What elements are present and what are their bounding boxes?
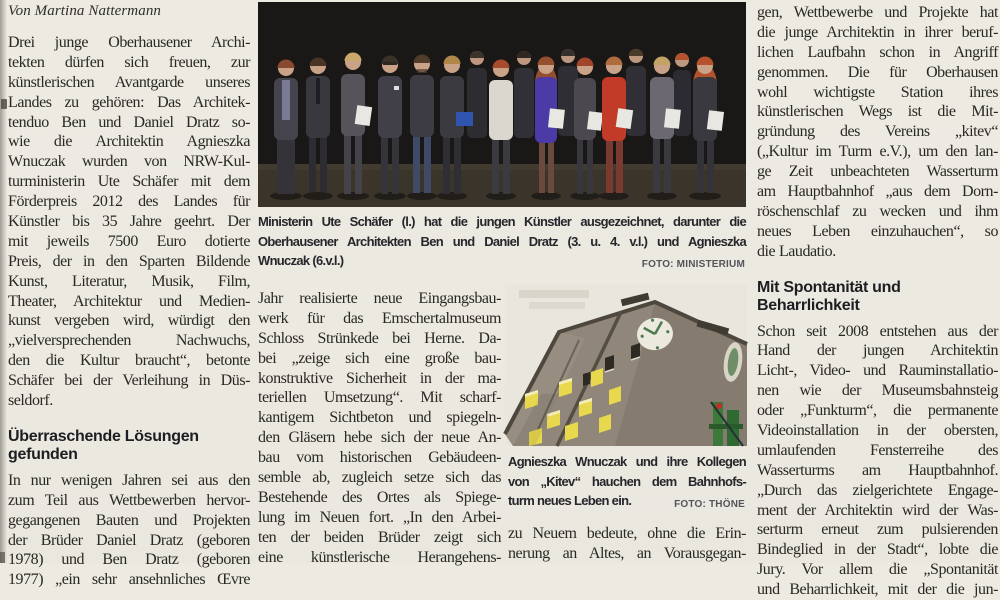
- text-line: konstruktive Sicherheit in der ma-: [258, 369, 501, 387]
- text-line: den die Kultur braucht“, betonte: [8, 352, 250, 370]
- caption-line: Agnieszka Wnuczak und ihre Kollegen: [508, 454, 746, 469]
- water-tower-photo: [505, 284, 747, 446]
- paragraph: [8, 471, 250, 590]
- text-line: Bindeglied in der Stadt“, lobte die: [757, 541, 998, 559]
- text-line: die Laudatio.: [757, 242, 836, 260]
- text-line: Theater, Architektur und Medien-: [8, 292, 250, 310]
- text-line: und Beharrlichkeit, mit der die jun-: [757, 581, 998, 599]
- paragraph: [258, 289, 501, 567]
- tower-photo-illustration: [505, 284, 747, 446]
- caption-line: Wnuczak (6.v.l.): [258, 253, 344, 268]
- text-line: tenduo Ben und Daniel Dratz so-: [8, 113, 250, 131]
- text-line: kunst vergeben wird, würdigt den: [8, 312, 250, 330]
- text-line: röschenschlaf zu wecken und ihm: [757, 202, 998, 220]
- article-column-below-photo: [508, 524, 746, 563]
- photo-credit: FOTO: MINISTERIUM: [641, 259, 745, 270]
- text-line: Schloss Strünkede bei Herne. Da-: [258, 329, 501, 347]
- text-line: „Durch das zielgerichtete Engage-: [757, 481, 998, 499]
- text-line: turministerin Ute Schäfer mit dem: [8, 173, 250, 191]
- text-line: „vielversprechenden Nachwuchs,: [8, 332, 250, 350]
- text-line: ten der beiden Brüder zeigt sich: [258, 528, 501, 546]
- byline: Von Martina Nattermann: [8, 3, 162, 19]
- text-line: gegangenen Bauten und Projekten: [8, 511, 250, 529]
- text-line: Schon seit 2008 entstehen aus der: [757, 322, 998, 340]
- text-line: der Brüder Daniel Dratz (geboren: [8, 531, 250, 549]
- article-column-middle: [258, 289, 501, 566]
- text-line: ment der Architektin wird der Was-: [757, 501, 998, 519]
- text-line: („Kultur im Turm e.V.), um den lan-: [757, 143, 998, 161]
- text-line: Landes zu gehören: Das Architek-: [8, 93, 250, 111]
- scan-edge-shadow: [0, 0, 7, 563]
- caption-line: Oberhausener Architekten Ben und Daniel Dratz (3. u. 4. v.l.) und Agnieszka: [258, 233, 746, 249]
- text-line: seldorf.: [8, 392, 53, 410]
- group-photo-illustration: [258, 2, 746, 207]
- text-line: Videoinstallation in der obersten,: [757, 422, 998, 440]
- text-line: semble ab, zugleich setze sich das: [258, 469, 501, 487]
- text-line: wohl wichtigste Station ihres: [757, 83, 998, 101]
- caption-line: Ministerin Ute Schäfer (l.) hat die jungen Künstler ausgezeichnet, darunter die: [258, 214, 746, 229]
- text-line: künstlerischen Wegs ist die Mit-: [757, 103, 998, 121]
- text-line: Preis, der in den Sparten Bildende: [8, 252, 250, 270]
- text-line: wie die Architektin Agnieszka: [8, 133, 250, 151]
- section-heading: Überraschende Lösungen gefunden: [8, 427, 199, 463]
- text-line: Licht-, Video- und Rauminstallatio-: [757, 362, 998, 380]
- text-line: genommen. Die für Oberhausen: [757, 63, 998, 81]
- text-line: 1978) und Ben Dratz (geboren: [8, 551, 250, 569]
- text-line: lichen Laufbahn schon in Angriff: [757, 43, 998, 61]
- text-line: den Gläsern hebe sich der neue An-: [258, 429, 501, 447]
- text-line: werk für das Emschertalmuseum: [258, 309, 501, 327]
- caption-line: turm neues Leben ein.: [508, 493, 632, 508]
- photo-credit: FOTO: THÖNE: [674, 499, 745, 510]
- article-column-left: [8, 3, 250, 589]
- text-line: Hand der jungen Architektin: [757, 342, 998, 360]
- paragraph: [757, 3, 998, 262]
- scan-artifact: [0, 552, 5, 563]
- text-line: zu Neuem bedeute, ohne die Erin-: [508, 525, 746, 542]
- text-line: neues Leben einzuhauchen“, so: [757, 222, 998, 240]
- section-heading: Mit Spontanität und Beharrlichkeit: [757, 278, 901, 314]
- text-line: nen wie der Museumsbahnsteig: [757, 382, 998, 400]
- text-line: Förderpreis 2012 des Landes für: [8, 193, 250, 211]
- text-line: die junge Architektin in ihrer beruf-: [757, 23, 998, 41]
- text-line: tekten dürfen sich freuen, zur: [8, 53, 250, 71]
- scan-artifact: [1, 99, 7, 109]
- text-line: bau vom historischen Gebäudeen-: [258, 449, 501, 467]
- text-line: kantigem Sichtbeton und spiegeln-: [258, 409, 501, 427]
- text-line: Schäfer bei der Verleihung in Düs-: [8, 372, 250, 390]
- text-line: Jury. Vor allem die „Spontanität: [757, 561, 998, 579]
- text-line: In nur wenigen Jahren sei aus den: [8, 471, 250, 489]
- text-line: Kunst, Literatur, Musik, Film,: [8, 272, 250, 290]
- text-line: nerung an Altes, an Vorausgegan-: [508, 544, 746, 562]
- text-line: eine künstlerische Herangehens-: [258, 548, 501, 566]
- text-line: Wnuczak wurden von NRW-Kul-: [8, 153, 250, 171]
- text-line: oder „Funkturm“, die permanente: [757, 402, 998, 420]
- text-line: teriellen Umsetzung“. Mit scharf-: [258, 389, 501, 407]
- text-line: Drei junge Oberhausener Archi-: [8, 34, 250, 51]
- text-line: zum Teil aus Wettbewerben hervor-: [8, 491, 250, 509]
- text-line: gründung des Vereins „kitev“: [757, 123, 998, 141]
- paragraph: [508, 524, 746, 564]
- text-line: am Hauptbahnhof „aus dem Dorn-: [757, 183, 998, 201]
- caption-line: von „Kitev“ hauchen dem Bahnhofs-: [508, 473, 746, 489]
- group-photo-caption: [258, 212, 746, 274]
- text-line: mit jeweils 7500 Euro dotierte: [8, 232, 250, 250]
- text-line: gen, Wettbewerbe und Projekte hat: [757, 4, 998, 21]
- text-line: Künstler bis 35 Jahre geehrt. Der: [8, 213, 250, 231]
- text-line: Jahr realisierte neue Eingangsbau-: [258, 290, 501, 307]
- tower-photo-caption: [508, 452, 746, 514]
- text-line: bei „zeige sich eine große bau-: [258, 349, 501, 367]
- paragraph: [8, 33, 250, 411]
- paragraph: [757, 322, 998, 600]
- text-line: künstlerischen Avantgarde unseres: [8, 73, 250, 91]
- text-line: lung im Neuen fort. „In den Arbei-: [258, 508, 501, 526]
- text-line: 1977) „ein sehr ansehnliches Œvre: [8, 571, 250, 589]
- text-line: serturm erneut zum pulsierenden: [757, 521, 998, 539]
- award-ceremony-photo: [258, 2, 746, 207]
- article-column-right: [757, 3, 998, 599]
- text-line: Wasserturms am Hauptbahnhof.: [757, 461, 998, 479]
- text-line: ge Zeit unbeachteten Wasserturm: [757, 163, 998, 181]
- text-line: Bestehende des Ortes als Spiege-: [258, 488, 501, 506]
- text-line: umlaufenden Fensterreihe des: [757, 441, 998, 459]
